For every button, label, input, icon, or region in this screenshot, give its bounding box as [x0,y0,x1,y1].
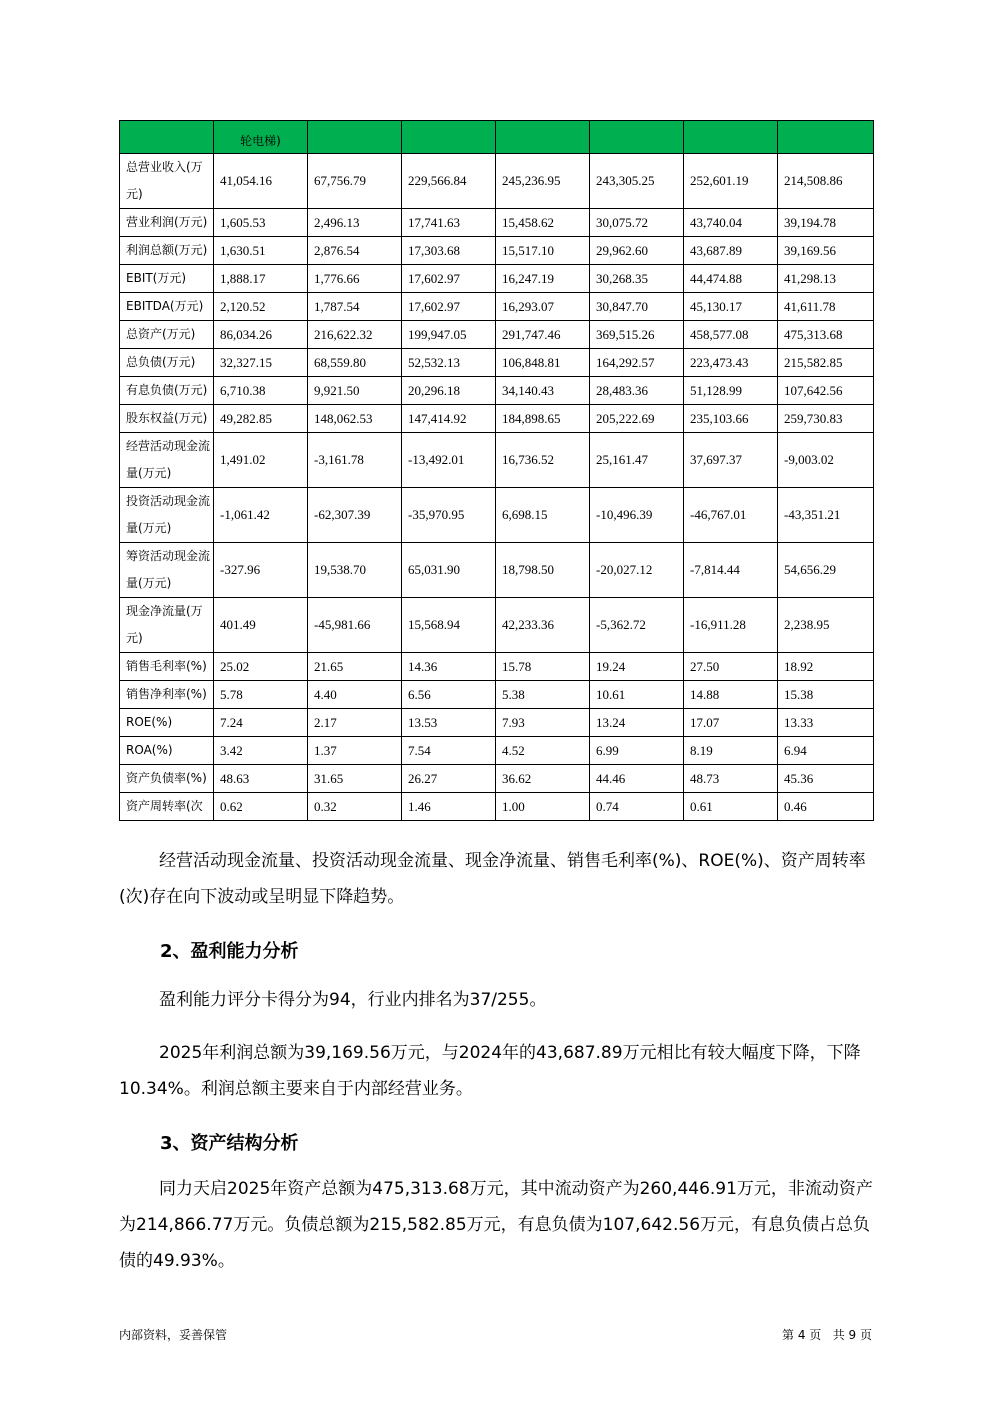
table-cell: 19,538.70 [308,543,402,598]
table-cell: 49,282.85 [214,405,308,433]
table-cell: 164,292.57 [590,349,684,377]
table-cell: 30,847.70 [590,293,684,321]
table-cell: 3.42 [214,737,308,765]
table-cell: 17,303.68 [402,237,496,265]
table-cell: 0.46 [778,793,874,821]
table-cell: 30,268.35 [590,265,684,293]
table-cell: 147,414.92 [402,405,496,433]
table-cell: 1,787.54 [308,293,402,321]
table-cell: 1.46 [402,793,496,821]
table-cell: 45,130.17 [684,293,778,321]
table-cell: 17,741.63 [402,209,496,237]
financial-table [119,120,874,821]
table-cell: 26.27 [402,765,496,793]
table-cell: 8.19 [684,737,778,765]
table-row [120,293,874,321]
table-cell: 10.61 [590,681,684,709]
table-cell: 43,687.89 [684,237,778,265]
table-cell: 245,236.95 [496,154,590,209]
footer-note: 内部资料，妥善保管 [119,1328,228,1342]
table-cell: 475,313.68 [778,321,874,349]
table-cell: 243,305.25 [590,154,684,209]
table-cell: 41,298.13 [778,265,874,293]
table-row [120,598,874,653]
table-cell: 16,293.07 [496,293,590,321]
table-cell: 25,161.47 [590,433,684,488]
row-label: ROE(%) [120,709,214,737]
table-row [120,154,874,209]
row-label: 资产负债率(%) [120,765,214,793]
table-cell: -45,981.66 [308,598,402,653]
table-cell: 184,898.65 [496,405,590,433]
header-cell [778,121,874,154]
row-label: 有息负债(万元) [120,377,214,405]
table-cell: 5.78 [214,681,308,709]
table-cell: -3,161.78 [308,433,402,488]
table-cell: 17.07 [684,709,778,737]
table-cell: 21.65 [308,653,402,681]
table-cell: 4.52 [496,737,590,765]
table-cell: 34,140.43 [496,377,590,405]
table-cell: 0.74 [590,793,684,821]
table-cell: 15,458.62 [496,209,590,237]
table-cell: -43,351.21 [778,488,874,543]
table-cell: 6.56 [402,681,496,709]
row-label: 总营业收入(万元) [120,154,214,209]
table-cell: 0.62 [214,793,308,821]
table-cell: 401.49 [214,598,308,653]
table-cell: 4.40 [308,681,402,709]
table-cell: 107,642.56 [778,377,874,405]
row-label: 销售毛利率(%) [120,653,214,681]
table-cell: 68,559.80 [308,349,402,377]
table-cell: 259,730.83 [778,405,874,433]
asset-detail-paragraph [119,1171,873,1279]
table-cell: 52,532.13 [402,349,496,377]
table-cell: 106,848.81 [496,349,590,377]
table-row [120,653,874,681]
table-cell: 7.54 [402,737,496,765]
table-cell: 223,473.43 [684,349,778,377]
table-cell: 51,128.99 [684,377,778,405]
table-cell: 15.38 [778,681,874,709]
header-cell [402,121,496,154]
table-cell: 37,697.37 [684,433,778,488]
table-row [120,793,874,821]
table-cell: 31.65 [308,765,402,793]
trend-paragraph [119,843,873,915]
table-cell: 148,062.53 [308,405,402,433]
table-row [120,681,874,709]
table-cell: 458,577.08 [684,321,778,349]
row-label: 筹资活动现金流量(万元) [120,543,214,598]
table-cell: 6,710.38 [214,377,308,405]
table-cell: 18.92 [778,653,874,681]
table-cell: 13.53 [402,709,496,737]
table-cell: 30,075.72 [590,209,684,237]
table-cell: 29,962.60 [590,237,684,265]
table-cell: 15,517.10 [496,237,590,265]
table-cell: 48.73 [684,765,778,793]
table-cell: 17,602.97 [402,265,496,293]
header-cell [590,121,684,154]
table-cell: 6.99 [590,737,684,765]
table-row [120,433,874,488]
row-label: 营业利润(万元) [120,209,214,237]
table-cell: 39,194.78 [778,209,874,237]
table-cell: -7,814.44 [684,543,778,598]
table-cell: 39,169.56 [778,237,874,265]
table-cell: 1,888.17 [214,265,308,293]
table-cell: -9,003.02 [778,433,874,488]
header-cell [120,121,214,154]
table-cell: -46,767.01 [684,488,778,543]
profit-detail-text: 2025年利润总额为39,169.56万元，与2024年的43,687.89万元相比有较大幅度下降，下降10.34%。利润总额主要来自于内部经营业务。 [119,1043,861,1099]
row-label: 利润总额(万元) [120,237,214,265]
table-cell: 65,031.90 [402,543,496,598]
trend-text: 经营活动现金流量、投资活动现金流量、现金净流量、销售毛利率(%)、ROE(%)、资产周转率(次)存在向下波动或呈明显下降趋势。 [119,851,866,907]
row-label: 经营活动现金流量(万元) [120,433,214,488]
header-cell [684,121,778,154]
table-cell: 291,747.46 [496,321,590,349]
row-label: EBIT(万元) [120,265,214,293]
table-cell: 252,601.19 [684,154,778,209]
table-cell: 17,602.97 [402,293,496,321]
table-cell: -35,970.95 [402,488,496,543]
table-cell: 215,582.85 [778,349,874,377]
table-cell: 86,034.26 [214,321,308,349]
table-cell: 16,736.52 [496,433,590,488]
table-cell: 18,798.50 [496,543,590,598]
table-row [120,709,874,737]
row-label: EBITDA(万元) [120,293,214,321]
header-cell [308,121,402,154]
table-row [120,209,874,237]
table-cell: 20,296.18 [402,377,496,405]
table-cell: 36.62 [496,765,590,793]
row-label: 投资活动现金流量(万元) [120,488,214,543]
table-row [120,765,874,793]
row-label: 销售净利率(%) [120,681,214,709]
table-cell: -62,307.39 [308,488,402,543]
table-cell: 5.38 [496,681,590,709]
table-cell: 19.24 [590,653,684,681]
table-cell: 2,496.13 [308,209,402,237]
row-label: 现金净流量(万元) [120,598,214,653]
profit-score-paragraph [119,982,873,1018]
table-cell: 15,568.94 [402,598,496,653]
table-cell: 2,120.52 [214,293,308,321]
row-label: 资产周转率(次 [120,793,214,821]
table-cell: 6,698.15 [496,488,590,543]
table-cell: 2.17 [308,709,402,737]
table-row [120,543,874,598]
table-cell: 6.94 [778,737,874,765]
table-cell: -1,061.42 [214,488,308,543]
table-cell: 13.24 [590,709,684,737]
table-cell: 44,474.88 [684,265,778,293]
table-cell: 25.02 [214,653,308,681]
table-cell: 1,776.66 [308,265,402,293]
profit-score-text: 盈利能力评分卡得分为94，行业内排名为37/255。 [159,990,547,1010]
table-header-row [120,121,874,154]
table-cell: 67,756.79 [308,154,402,209]
table-cell: 16,247.19 [496,265,590,293]
table-row [120,488,874,543]
row-label: ROA(%) [120,737,214,765]
header-cell [496,121,590,154]
table-cell: 42,233.36 [496,598,590,653]
table-cell: -5,362.72 [590,598,684,653]
table-cell: 14.36 [402,653,496,681]
table-cell: 41,054.16 [214,154,308,209]
table-cell: 1.37 [308,737,402,765]
table-cell: 205,222.69 [590,405,684,433]
table-cell: 0.61 [684,793,778,821]
table-cell: 0.32 [308,793,402,821]
table-row [120,405,874,433]
section-heading-asset: 3、资产结构分析 [160,1133,299,1154]
table-cell: 43,740.04 [684,209,778,237]
table-row [120,265,874,293]
row-label: 总资产(万元) [120,321,214,349]
table-cell: 369,515.26 [590,321,684,349]
profit-detail-paragraph [119,1035,873,1107]
table-row [120,349,874,377]
table-cell: -20,027.12 [590,543,684,598]
table-cell: 15.78 [496,653,590,681]
table-cell: 214,508.86 [778,154,874,209]
asset-detail-text: 同力天启2025年资产总额为475,313.68万元，其中流动资产为260,446.91万元，非流动资产为214,866.77万元。负债总额为215,582.85万元，有息负债为107,642.56万元，有息负债占总负债的49.93%。 [119,1179,873,1271]
table-cell: 41,611.78 [778,293,874,321]
table-row [120,237,874,265]
table-cell: 14.88 [684,681,778,709]
table-cell: 2,238.95 [778,598,874,653]
page-number: 第 4 页 共 9 页 [782,1328,872,1342]
table-cell: 9,921.50 [308,377,402,405]
table-cell: 13.33 [778,709,874,737]
header-cell: 轮电梯) [214,121,308,154]
table-cell: 235,103.66 [684,405,778,433]
table-cell: 1,605.53 [214,209,308,237]
table-cell: 32,327.15 [214,349,308,377]
table-row [120,737,874,765]
table-cell: 2,876.54 [308,237,402,265]
table-cell: 216,622.32 [308,321,402,349]
table-cell: 44.46 [590,765,684,793]
table-cell: -13,492.01 [402,433,496,488]
table-cell: 1,630.51 [214,237,308,265]
row-label: 总负债(万元) [120,349,214,377]
table-cell: 229,566.84 [402,154,496,209]
table-cell: 54,656.29 [778,543,874,598]
table-cell: -10,496.39 [590,488,684,543]
table-cell: 28,483.36 [590,377,684,405]
table-cell: 199,947.05 [402,321,496,349]
table-cell: 48.63 [214,765,308,793]
table-row [120,377,874,405]
row-label: 股东权益(万元) [120,405,214,433]
table-cell: 27.50 [684,653,778,681]
table-cell: 7.93 [496,709,590,737]
section-heading-profit: 2、盈利能力分析 [160,941,299,962]
table-cell: -16,911.28 [684,598,778,653]
table-row [120,321,874,349]
table-cell: -327.96 [214,543,308,598]
table-cell: 7.24 [214,709,308,737]
table-cell: 45.36 [778,765,874,793]
table-cell: 1.00 [496,793,590,821]
table-cell: 1,491.02 [214,433,308,488]
